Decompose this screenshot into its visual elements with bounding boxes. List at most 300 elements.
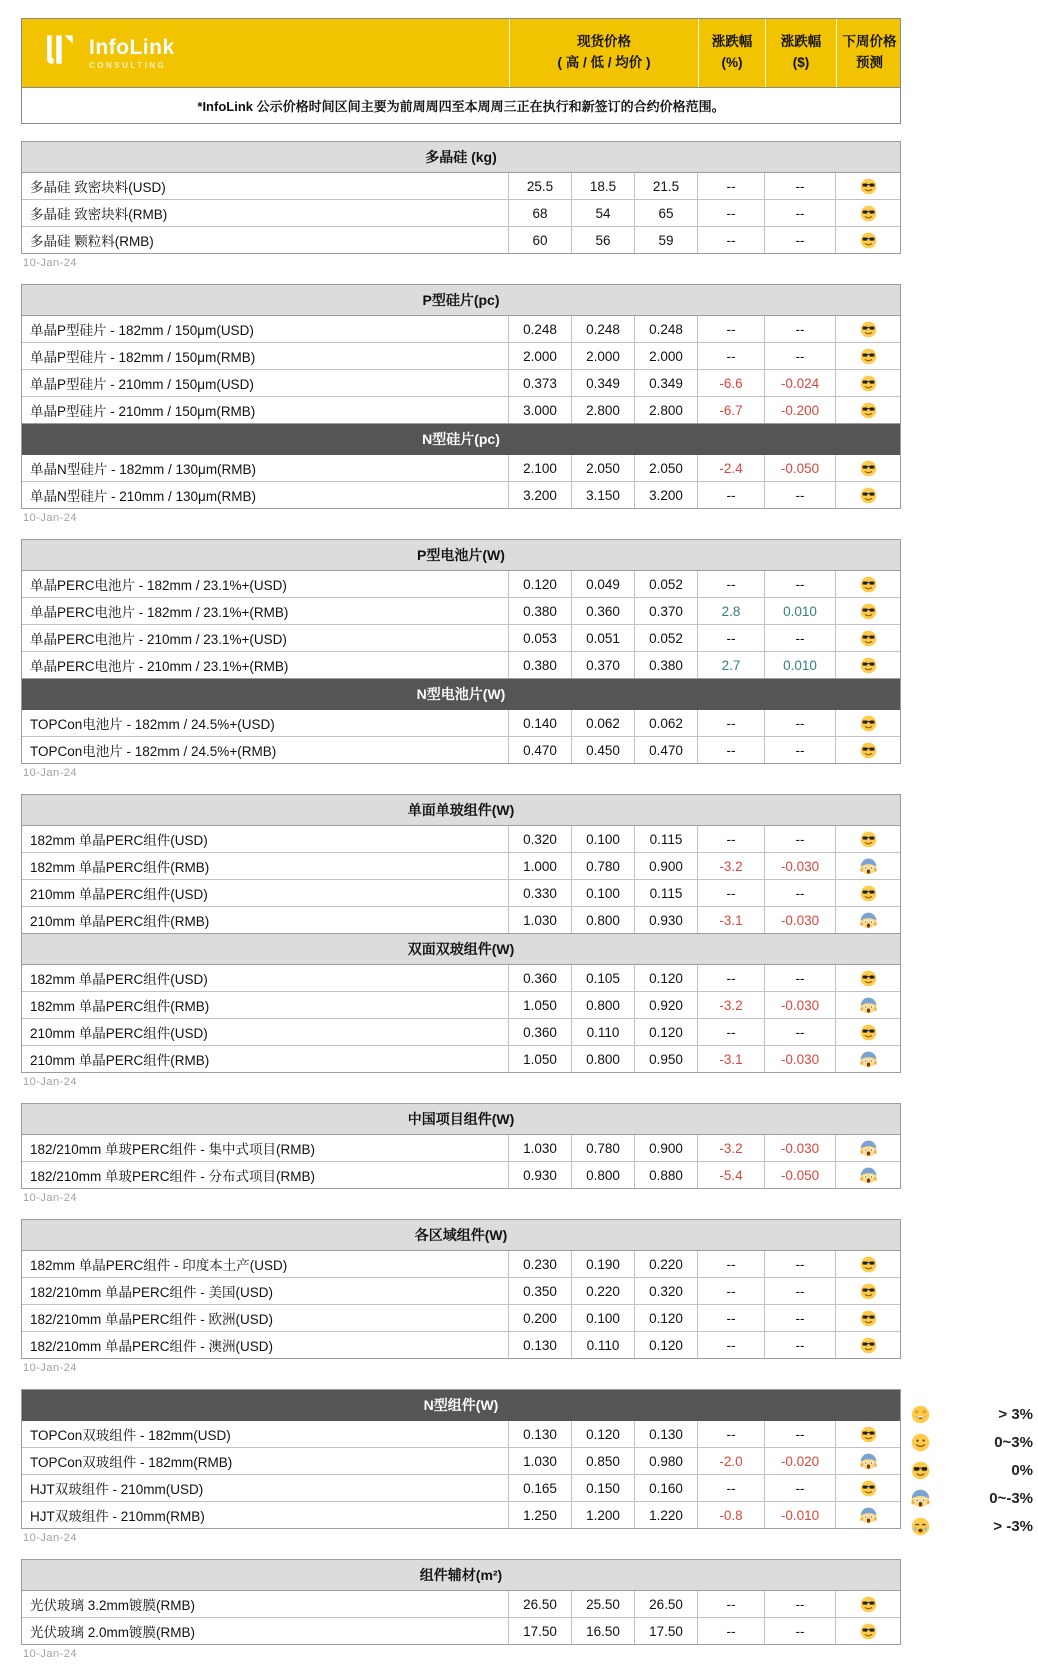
forecast-cell xyxy=(835,455,900,481)
forecast-cell xyxy=(835,826,900,852)
price-high: 1.000 xyxy=(508,853,571,879)
change-pct: -- xyxy=(697,625,764,651)
scream-emoji-icon xyxy=(860,997,877,1014)
change-usd: -- xyxy=(764,1278,835,1304)
change-pct: -- xyxy=(697,482,764,508)
product-name: TOPCon电池片 - 182mm / 24.5%+(USD) xyxy=(30,717,275,732)
cool-emoji-icon xyxy=(860,460,877,477)
table-row xyxy=(22,879,900,906)
price-avg: 0.160 xyxy=(634,1475,697,1501)
price-low: 0.190 xyxy=(571,1251,634,1277)
product-name: 光伏玻璃 2.0mm镀膜(RMB) xyxy=(30,1625,195,1640)
product-name: TOPCon电池片 - 182mm / 24.5%+(RMB) xyxy=(30,744,277,759)
change-usd: -0.030 xyxy=(764,907,835,933)
forecast-cell xyxy=(835,1135,900,1161)
forecast-cell xyxy=(835,200,900,226)
price-avg: 0.120 xyxy=(634,965,697,991)
cool-emoji-icon xyxy=(860,321,877,338)
product-name: 182mm 单晶PERC组件 - 印度本土产(USD) xyxy=(30,1258,288,1273)
forecast-cell xyxy=(835,1046,900,1072)
change-pct: -- xyxy=(697,880,764,906)
forecast-cell xyxy=(835,227,900,253)
change-usd: -- xyxy=(764,316,835,342)
price-low: 0.100 xyxy=(571,1305,634,1331)
section-title: 多晶硅 (kg) xyxy=(22,142,900,173)
table-row xyxy=(22,1501,900,1528)
change-pct: -- xyxy=(697,227,764,253)
price-low: 0.049 xyxy=(571,571,634,597)
change-pct: -6.7 xyxy=(697,397,764,423)
cool-emoji-icon xyxy=(860,885,877,902)
price-report-table xyxy=(21,18,901,1666)
section-title: 中国项目组件(W) xyxy=(22,1104,900,1135)
change-usd: -0.010 xyxy=(764,1502,835,1528)
table-row xyxy=(22,597,900,624)
price-avg: 0.130 xyxy=(634,1421,697,1447)
change-usd: -0.200 xyxy=(764,397,835,423)
table-row xyxy=(22,396,900,423)
forecast-cell xyxy=(835,173,900,199)
price-high: 17.50 xyxy=(508,1618,571,1644)
legend-label: > -3% xyxy=(993,1517,1033,1535)
change-pct: -0.8 xyxy=(697,1502,764,1528)
forecast-cell xyxy=(835,1278,900,1304)
price-high: 0.130 xyxy=(508,1332,571,1358)
price-avg: 0.930 xyxy=(634,907,697,933)
change-pct: -3.2 xyxy=(697,853,764,879)
table-row xyxy=(22,1591,900,1617)
cool-emoji-icon xyxy=(860,232,877,249)
forecast-cell xyxy=(835,1502,900,1528)
change-pct: -- xyxy=(697,1278,764,1304)
section xyxy=(21,1559,901,1645)
section-title: P型电池片(W) xyxy=(22,540,900,571)
section-title: P型硅片(pc) xyxy=(22,285,900,316)
price-low: 2.050 xyxy=(571,455,634,481)
product-name: 多晶硅 致密块料(USD) xyxy=(30,180,166,195)
cool-emoji-icon xyxy=(860,1337,877,1354)
brand-subtitle: CONSULTING xyxy=(89,60,167,70)
change-pct: -3.1 xyxy=(697,1046,764,1072)
disclaimer-note: *InfoLink 公示价格时间区间主要为前周周四至本周周三正在执行和新签订的合约价格范围。 xyxy=(21,88,901,124)
product-name: 182/210mm 单晶PERC组件 - 澳洲(USD) xyxy=(30,1339,274,1354)
change-usd: -0.030 xyxy=(764,853,835,879)
price-avg: 26.50 xyxy=(634,1591,697,1617)
table-row xyxy=(22,624,900,651)
price-high: 1.030 xyxy=(508,1448,571,1474)
change-pct: -5.4 xyxy=(697,1162,764,1188)
price-low: 1.200 xyxy=(571,1502,634,1528)
change-usd: -0.020 xyxy=(764,1448,835,1474)
change-pct: -- xyxy=(697,173,764,199)
product-name: 单晶P型硅片 - 182mm / 150μm(RMB) xyxy=(30,350,256,365)
table-row xyxy=(22,226,900,253)
change-pct: -6.6 xyxy=(697,370,764,396)
cool-emoji-icon xyxy=(860,1426,877,1443)
product-name: 210mm 单晶PERC组件(RMB) xyxy=(30,914,210,929)
section xyxy=(21,678,901,764)
table-row xyxy=(22,369,900,396)
cool-emoji-icon xyxy=(860,630,877,647)
change-pct: -3.2 xyxy=(697,1135,764,1161)
price-high: 0.248 xyxy=(508,316,571,342)
column-header-forecast: 下周价格 预测 xyxy=(836,19,902,87)
price-avg: 0.052 xyxy=(634,571,697,597)
product-name: 182mm 单晶PERC组件(RMB) xyxy=(30,860,210,875)
column-header-change-pct: 涨跌幅 (%) xyxy=(698,19,765,87)
table-row xyxy=(22,1251,900,1277)
change-pct: -- xyxy=(697,1475,764,1501)
price-high: 1.050 xyxy=(508,992,571,1018)
price-high: 0.380 xyxy=(508,598,571,624)
product-name: 单晶PERC电池片 - 210mm / 23.1%+(RMB) xyxy=(30,659,289,674)
cool-emoji-icon xyxy=(860,1623,877,1640)
date-label: 10-Jan-24 xyxy=(23,1648,78,1660)
price-high: 0.360 xyxy=(508,1019,571,1045)
price-avg: 3.200 xyxy=(634,482,697,508)
product-name: 多晶硅 颗粒料(RMB) xyxy=(30,234,154,249)
section xyxy=(21,539,901,679)
change-usd: -0.030 xyxy=(764,992,835,1018)
price-avg: 0.115 xyxy=(634,826,697,852)
cool-emoji-icon xyxy=(860,375,877,392)
legend-label: 0~-3% xyxy=(989,1489,1033,1507)
price-low: 0.450 xyxy=(571,737,634,763)
change-usd: -- xyxy=(764,1618,835,1644)
cool-emoji-icon xyxy=(860,576,877,593)
date-label: 10-Jan-24 xyxy=(23,257,78,269)
table-row xyxy=(22,826,900,852)
price-avg: 17.50 xyxy=(634,1618,697,1644)
table-row xyxy=(22,1304,900,1331)
forecast-cell xyxy=(835,571,900,597)
price-high: 2.000 xyxy=(508,343,571,369)
product-name: 182/210mm 单玻PERC组件 - 集中式项目(RMB) xyxy=(30,1142,316,1157)
table-row xyxy=(22,1135,900,1161)
price-avg: 2.800 xyxy=(634,397,697,423)
product-name: 多晶硅 致密块料(RMB) xyxy=(30,207,168,222)
table-row xyxy=(22,1617,900,1644)
price-low: 0.120 xyxy=(571,1421,634,1447)
price-high: 0.930 xyxy=(508,1162,571,1188)
price-high: 0.373 xyxy=(508,370,571,396)
change-usd: -- xyxy=(764,826,835,852)
change-usd: -- xyxy=(764,200,835,226)
scream-emoji-icon xyxy=(860,1167,877,1184)
change-pct: -- xyxy=(697,200,764,226)
product-name: 182mm 单晶PERC组件(RMB) xyxy=(30,999,210,1014)
product-name: 单晶PERC电池片 - 182mm / 23.1%+(RMB) xyxy=(30,605,289,620)
forecast-cell xyxy=(835,1305,900,1331)
change-pct: -- xyxy=(697,1421,764,1447)
product-name: 182/210mm 单晶PERC组件 - 美国(USD) xyxy=(30,1285,274,1300)
cool-emoji-icon xyxy=(860,715,877,732)
forecast-cell xyxy=(835,1448,900,1474)
price-low: 0.150 xyxy=(571,1475,634,1501)
forecast-cell xyxy=(835,1421,900,1447)
date-label: 10-Jan-24 xyxy=(23,1362,78,1374)
price-low: 0.360 xyxy=(571,598,634,624)
price-avg: 0.380 xyxy=(634,652,697,678)
product-name: 182/210mm 单晶PERC组件 - 欧洲(USD) xyxy=(30,1312,274,1327)
price-low: 18.5 xyxy=(571,173,634,199)
price-low: 56 xyxy=(571,227,634,253)
price-low: 0.100 xyxy=(571,826,634,852)
section-title: 组件辅材(m²) xyxy=(22,1560,900,1591)
change-usd: -- xyxy=(764,227,835,253)
legend-label: > 3% xyxy=(998,1405,1033,1423)
date-label: 10-Jan-24 xyxy=(23,512,78,524)
product-name: TOPCon双玻组件 - 182mm(USD) xyxy=(30,1428,231,1443)
forecast-cell xyxy=(835,710,900,736)
cool-emoji-icon xyxy=(860,1596,877,1613)
price-low: 0.110 xyxy=(571,1332,634,1358)
cool-emoji-icon xyxy=(860,487,877,504)
product-name: 182mm 单晶PERC组件(USD) xyxy=(30,972,208,987)
price-avg: 1.220 xyxy=(634,1502,697,1528)
star-struck-emoji-icon xyxy=(911,1405,930,1424)
price-low: 0.248 xyxy=(571,316,634,342)
product-name: 单晶N型硅片 - 182mm / 130μm(RMB) xyxy=(30,462,257,477)
price-low: 54 xyxy=(571,200,634,226)
change-usd: -- xyxy=(764,1421,835,1447)
section xyxy=(21,423,901,509)
price-high: 0.350 xyxy=(508,1278,571,1304)
price-avg: 0.920 xyxy=(634,992,697,1018)
change-usd: -- xyxy=(764,737,835,763)
forecast-cell xyxy=(835,1162,900,1188)
change-pct: -2.0 xyxy=(697,1448,764,1474)
price-avg: 0.470 xyxy=(634,737,697,763)
scream-emoji-icon xyxy=(860,1051,877,1068)
change-usd: -- xyxy=(764,965,835,991)
table-row xyxy=(22,1447,900,1474)
change-pct: -- xyxy=(697,316,764,342)
price-avg: 0.120 xyxy=(634,1305,697,1331)
price-high: 0.360 xyxy=(508,965,571,991)
change-usd: -- xyxy=(764,710,835,736)
product-name: 182/210mm 单玻PERC组件 - 分布式项目(RMB) xyxy=(30,1169,316,1184)
scream-emoji-icon xyxy=(860,912,877,929)
forecast-cell xyxy=(835,1475,900,1501)
price-high: 0.130 xyxy=(508,1421,571,1447)
section-title: 各区域组件(W) xyxy=(22,1220,900,1251)
product-name: 单晶P型硅片 - 210mm / 150μm(USD) xyxy=(30,377,254,392)
price-low: 0.800 xyxy=(571,992,634,1018)
change-pct: -- xyxy=(697,343,764,369)
price-low: 0.220 xyxy=(571,1278,634,1304)
change-usd: -- xyxy=(764,482,835,508)
legend-item xyxy=(903,1484,1033,1512)
infolink-logo-icon xyxy=(38,29,80,78)
table-row xyxy=(22,710,900,736)
change-usd: -- xyxy=(764,1251,835,1277)
column-header-change-usd: 涨跌幅 ($) xyxy=(765,19,836,87)
scream-emoji-icon xyxy=(911,1489,930,1508)
price-avg: 0.370 xyxy=(634,598,697,624)
change-usd: -- xyxy=(764,173,835,199)
infolink-logo xyxy=(22,19,509,87)
price-avg: 0.120 xyxy=(634,1019,697,1045)
price-avg: 2.050 xyxy=(634,455,697,481)
date-label: 10-Jan-24 xyxy=(23,1192,78,1204)
change-usd: -- xyxy=(764,625,835,651)
smile-emoji-icon xyxy=(911,1433,930,1452)
price-high: 0.053 xyxy=(508,625,571,651)
forecast-legend xyxy=(903,1400,1033,1540)
price-avg: 0.320 xyxy=(634,1278,697,1304)
table-row xyxy=(22,1421,900,1447)
cool-emoji-icon xyxy=(860,603,877,620)
cool-emoji-icon xyxy=(860,1024,877,1041)
forecast-cell xyxy=(835,1332,900,1358)
section xyxy=(21,1219,901,1359)
table-row xyxy=(22,1474,900,1501)
price-low: 0.062 xyxy=(571,710,634,736)
section xyxy=(21,284,901,424)
change-pct: -- xyxy=(697,571,764,597)
product-name: 单晶N型硅片 - 210mm / 130μm(RMB) xyxy=(30,489,257,504)
price-avg: 0.900 xyxy=(634,853,697,879)
change-usd: -- xyxy=(764,1305,835,1331)
price-high: 0.140 xyxy=(508,710,571,736)
product-name: 单晶PERC电池片 - 182mm / 23.1%+(USD) xyxy=(30,578,287,593)
change-usd: 0.010 xyxy=(764,598,835,624)
change-usd: -0.030 xyxy=(764,1135,835,1161)
cool-emoji-icon xyxy=(860,1283,877,1300)
price-high: 1.030 xyxy=(508,907,571,933)
product-name: 单晶PERC电池片 - 210mm / 23.1%+(USD) xyxy=(30,632,287,647)
forecast-cell xyxy=(835,853,900,879)
change-pct: -- xyxy=(697,1618,764,1644)
cool-emoji-icon xyxy=(860,742,877,759)
section-title: N型组件(W) xyxy=(22,1390,900,1421)
price-low: 0.100 xyxy=(571,880,634,906)
forecast-cell xyxy=(835,625,900,651)
table-row xyxy=(22,199,900,226)
cool-emoji-icon xyxy=(860,1256,877,1273)
legend-item xyxy=(903,1428,1033,1456)
price-avg: 0.349 xyxy=(634,370,697,396)
price-high: 0.380 xyxy=(508,652,571,678)
change-usd: -0.024 xyxy=(764,370,835,396)
change-pct: -3.2 xyxy=(697,992,764,1018)
price-low: 16.50 xyxy=(571,1618,634,1644)
product-name: 210mm 单晶PERC组件(USD) xyxy=(30,1026,208,1041)
change-pct: -- xyxy=(697,826,764,852)
cool-emoji-icon xyxy=(860,178,877,195)
table-row xyxy=(22,991,900,1018)
price-avg: 2.000 xyxy=(634,343,697,369)
price-high: 3.200 xyxy=(508,482,571,508)
table-row xyxy=(22,455,900,481)
price-low: 0.051 xyxy=(571,625,634,651)
table-row xyxy=(22,173,900,199)
column-header-spot-price: 现货价格 ( 高 / 低 / 均价 ) xyxy=(509,19,698,87)
table-row xyxy=(22,651,900,678)
price-avg: 0.248 xyxy=(634,316,697,342)
price-high: 0.330 xyxy=(508,880,571,906)
price-high: 0.320 xyxy=(508,826,571,852)
product-name: 210mm 单晶PERC组件(RMB) xyxy=(30,1053,210,1068)
cool-emoji-icon xyxy=(860,1480,877,1497)
legend-item xyxy=(903,1456,1033,1484)
table-row xyxy=(22,965,900,991)
price-high: 0.165 xyxy=(508,1475,571,1501)
change-usd: -0.050 xyxy=(764,455,835,481)
change-usd: -0.050 xyxy=(764,1162,835,1188)
change-usd: -- xyxy=(764,571,835,597)
price-avg: 0.115 xyxy=(634,880,697,906)
price-low: 0.780 xyxy=(571,853,634,879)
price-avg: 65 xyxy=(634,200,697,226)
price-low: 0.370 xyxy=(571,652,634,678)
cool-emoji-icon xyxy=(860,657,877,674)
price-low: 0.800 xyxy=(571,907,634,933)
section xyxy=(21,1389,901,1529)
price-avg: 0.980 xyxy=(634,1448,697,1474)
price-high: 0.470 xyxy=(508,737,571,763)
forecast-cell xyxy=(835,1019,900,1045)
change-pct: -- xyxy=(697,1305,764,1331)
section-title: N型硅片(pc) xyxy=(22,424,900,455)
table-row xyxy=(22,1018,900,1045)
change-usd: -- xyxy=(764,1019,835,1045)
change-usd: -- xyxy=(764,1332,835,1358)
price-low: 0.110 xyxy=(571,1019,634,1045)
price-avg: 59 xyxy=(634,227,697,253)
legend-item xyxy=(903,1400,1033,1428)
change-usd: -- xyxy=(764,343,835,369)
forecast-cell xyxy=(835,1251,900,1277)
product-name: 单晶P型硅片 - 182mm / 150μm(USD) xyxy=(30,323,254,338)
price-low: 0.349 xyxy=(571,370,634,396)
cool-emoji-icon xyxy=(911,1461,930,1480)
date-label: 10-Jan-24 xyxy=(23,767,78,779)
change-pct: -- xyxy=(697,965,764,991)
table-row xyxy=(22,852,900,879)
change-usd: -- xyxy=(764,1591,835,1617)
price-high: 1.030 xyxy=(508,1135,571,1161)
product-name: HJT双玻组件 - 210mm(USD) xyxy=(30,1482,204,1497)
price-low: 3.150 xyxy=(571,482,634,508)
scream-emoji-icon xyxy=(860,858,877,875)
section xyxy=(21,141,901,254)
forecast-cell xyxy=(835,316,900,342)
forecast-cell xyxy=(835,880,900,906)
forecast-cell xyxy=(835,907,900,933)
forecast-cell xyxy=(835,652,900,678)
price-low: 0.850 xyxy=(571,1448,634,1474)
change-pct: -- xyxy=(697,737,764,763)
price-high: 26.50 xyxy=(508,1591,571,1617)
section xyxy=(21,794,901,934)
table-row xyxy=(22,316,900,342)
price-low: 0.800 xyxy=(571,1046,634,1072)
price-high: 68 xyxy=(508,200,571,226)
price-avg: 0.220 xyxy=(634,1251,697,1277)
cool-emoji-icon xyxy=(860,402,877,419)
price-high: 0.120 xyxy=(508,571,571,597)
cool-emoji-icon xyxy=(860,1310,877,1327)
change-pct: 2.8 xyxy=(697,598,764,624)
product-name: HJT双玻组件 - 210mm(RMB) xyxy=(30,1509,205,1524)
forecast-cell xyxy=(835,1591,900,1617)
price-avg: 0.880 xyxy=(634,1162,697,1188)
forecast-cell xyxy=(835,992,900,1018)
table-row xyxy=(22,1331,900,1358)
price-high: 60 xyxy=(508,227,571,253)
